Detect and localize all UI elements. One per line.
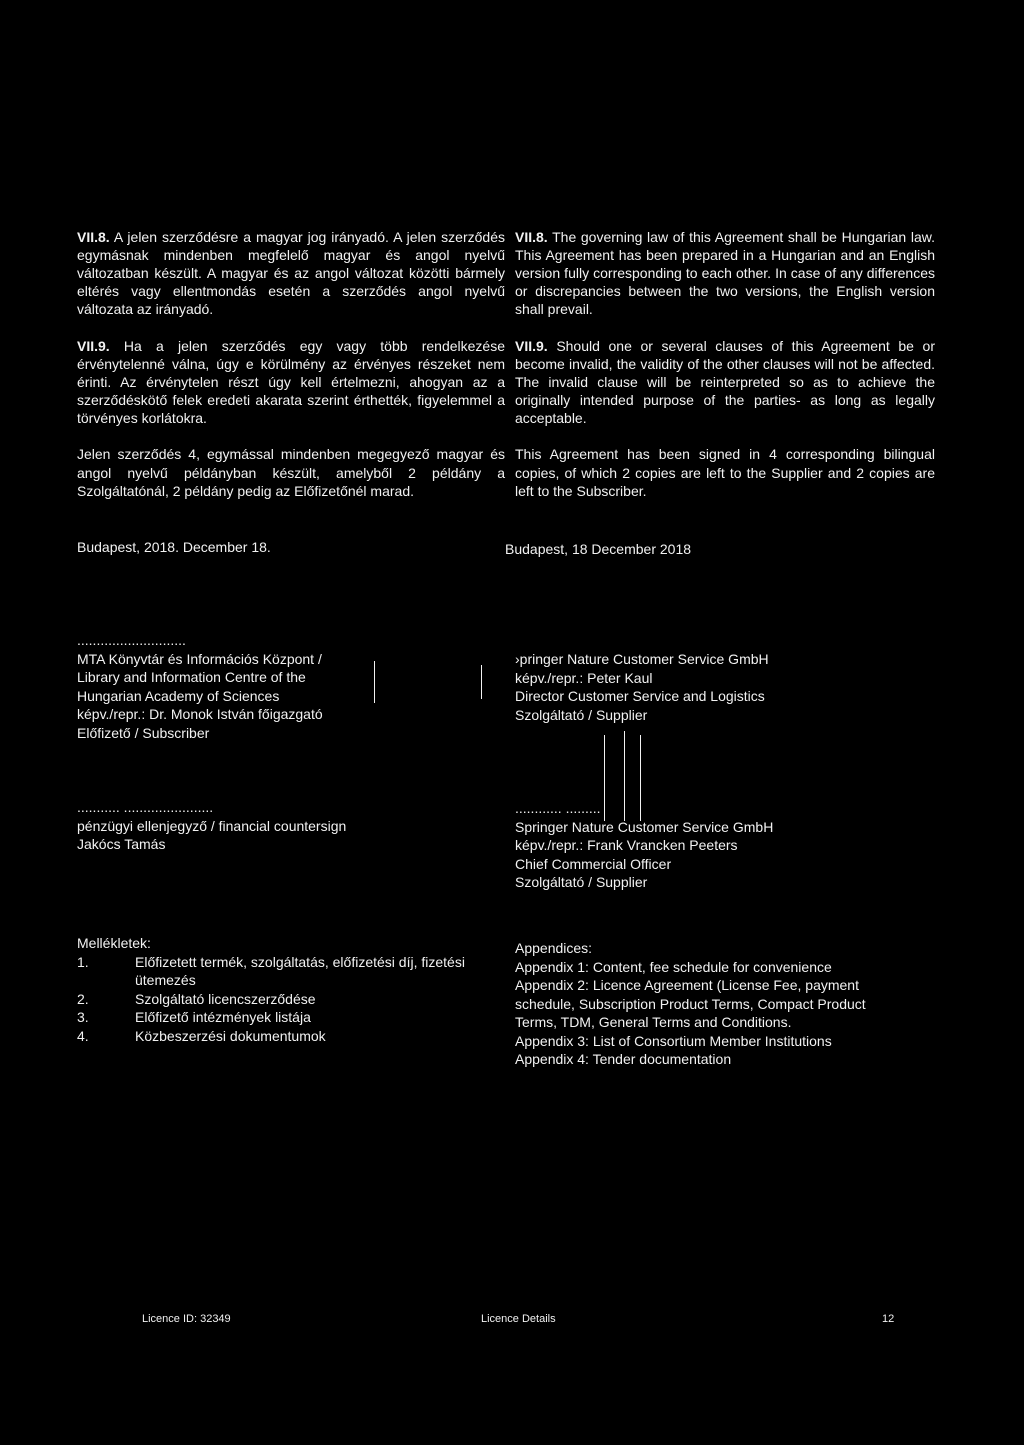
- signature-dots: ............................: [77, 632, 186, 648]
- signed-paragraph-hu: Jelen szerződés 4, egymással mindenben megegyező magyar és angol nyelvű példányban készült, amelyből 2 példány a Szolgáltatónál, 2 példány pedig az Előfizetőnél marad.: [77, 446, 505, 499]
- signature-mark: [374, 661, 375, 703]
- signature-line: Chief Commercial Officer: [515, 855, 672, 872]
- clause-text: Ha a jelen szerződés egy vagy több rendelkezése érvénytelenné válna, úgy e körülmény az érvényes részeket nem érinti. Az érvénytelen részt úgy kell értelmezni, ahogyan az a szerződéskötő felek eredeti akarata szerint érthették, figyelemmel a törvényes korlátokra.: [77, 338, 506, 426]
- clause-text: The governing law of this Agreement shall be Hungarian law. This Agreement has been prepared in a Hungarian and an English version fully corresponding to each other. In case of any differences or discrepancies between the two versions, the English version shall prevail.: [515, 229, 936, 317]
- clause-number: VII.9.: [515, 338, 548, 354]
- signed-paragraph-en: This Agreement has been signed in 4 corresponding bilingual copies, of which 2 copies are left to the Supplier and 2 copies are left to the Subscriber.: [515, 446, 935, 499]
- list-item: Appendix 1: Content, fee schedule for convenience: [515, 958, 832, 975]
- clause-number: VII.8.: [77, 229, 110, 245]
- signature-line: Springer Nature Customer Service GmbH: [515, 818, 774, 835]
- clause-7-9-hu: [77, 337, 505, 427]
- footer-licence-id: Licence ID: 32349: [142, 1313, 231, 1325]
- signature-line: Library and Information Centre of the: [77, 669, 306, 685]
- clause-7-8-hu: [77, 228, 505, 318]
- list-item: Appendix 3: List of Consortium Member Institutions: [515, 1032, 832, 1049]
- footer-section: Licence Details: [481, 1313, 556, 1325]
- list-item: Appendix 2: Licence Agreement (License Fee, payment schedule, Subscription Product Terms, Compact Product Terms, TDM, General Terms and Conditions.: [515, 977, 866, 1030]
- appendices-en: [515, 939, 895, 1069]
- attachments-title: Mellékletek:: [77, 935, 151, 951]
- signature-subscriber: [77, 631, 323, 742]
- clause-text: A jelen szerződésre a magyar jog irányadó. A jelen szerződés egymásnak mindenben megfelelő magyar és angol nyelvű változatban készült. A magyar és az angol változat közötti bármely eltérés vagy ellentmondás esetén a szerződés angol nyelvű változata az irányadó.: [77, 229, 505, 317]
- footer-page-number: 12: [882, 1313, 895, 1325]
- list-item-text: Szolgáltató licencszerződése: [135, 990, 316, 1007]
- signature-supplier-1: [515, 650, 769, 724]
- place-date-en: Budapest, 18 December 2018: [505, 541, 692, 557]
- list-item: [77, 953, 477, 990]
- appendices-title: Appendices:: [515, 940, 593, 956]
- signature-line: Hungarian Academy of Sciences: [77, 687, 280, 704]
- list-item-number: 4.: [77, 1027, 89, 1044]
- signature-line: Előfizető / Subscriber: [77, 724, 210, 741]
- list-item-number: 2.: [77, 990, 89, 1007]
- attachments-hu: [77, 934, 477, 1045]
- signature-line: MTA Könyvtár és Információs Központ /: [77, 650, 322, 667]
- signature-line: Director Customer Service and Logistics: [515, 688, 765, 704]
- clause-7-8-en: [515, 228, 935, 318]
- place-date-hu: Budapest, 2018. December 18.: [77, 539, 271, 555]
- signature-line: pénzügyi ellenjegyző / financial countersign: [77, 817, 347, 834]
- signature-line: képv./repr.: Dr. Monok István főigazgató: [77, 706, 323, 722]
- list-item: [77, 990, 477, 1009]
- attachments-list: [77, 953, 477, 1046]
- list-item: Appendix 4: Tender documentation: [515, 1051, 732, 1067]
- list-item-text: Előfizető intézmények listája: [135, 1009, 311, 1025]
- signature-line: Szolgáltató / Supplier: [515, 874, 648, 890]
- signature-supplier-2: [515, 799, 773, 892]
- list-item-number: 3.: [77, 1009, 89, 1025]
- clause-text: Should one or several clauses of this Agreement be or become invalid, the validity of the other clauses will not be affected. The invalid clause will be reinterpreted so as to achieve the originally intended purpose of the parties- as long as legally acceptable.: [515, 338, 936, 426]
- list-item-number: 1.: [77, 953, 89, 970]
- signature-line: Szolgáltató / Supplier: [515, 706, 648, 723]
- list-item: [77, 1027, 477, 1046]
- signature-line: képv./repr.: Peter Kaul: [515, 669, 653, 686]
- signature-countersign: [77, 798, 346, 854]
- signature-line: ›pringer Nature Customer Service GmbH: [515, 651, 769, 667]
- signature-dots: ........... .......................: [77, 799, 214, 815]
- list-item-text: Előfizetett termék, szolgáltatás, előfizetési díj, fizetési ütemezés: [135, 953, 465, 988]
- clause-number: VII.8.: [515, 229, 548, 245]
- clause-7-9-en: [515, 337, 935, 427]
- signature-line: Jakócs Tamás: [77, 836, 166, 852]
- list-item-text: Közbeszerzési dokumentumok: [135, 1027, 326, 1044]
- signature-line: képv./repr.: Frank Vrancken Peeters: [515, 837, 738, 853]
- signature-dots: ............ .........: [515, 800, 601, 816]
- signature-mark: [481, 665, 482, 699]
- clause-number: VII.9.: [77, 338, 110, 354]
- list-item: [77, 1008, 477, 1027]
